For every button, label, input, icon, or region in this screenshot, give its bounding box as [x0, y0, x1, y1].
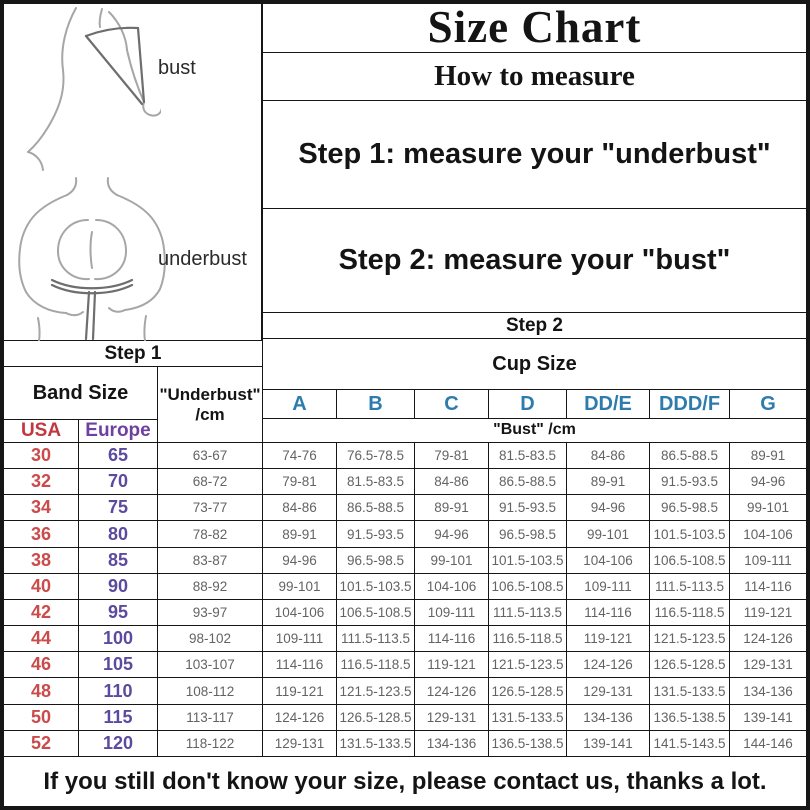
bust-range-cell: 86.5-88.5 — [337, 495, 415, 521]
bust-range-cell: 96.5-98.5 — [650, 495, 730, 521]
bust-measure-figure — [16, 6, 161, 173]
bust-range-cell: 79-81 — [415, 443, 489, 469]
cup-size-column-label: C — [415, 390, 489, 419]
bust-range-cell: 131.5-133.5 — [650, 678, 730, 704]
bust-range-cell: 129-131 — [567, 678, 650, 704]
usa-size-cell: 40 — [4, 574, 79, 600]
europe-size-cell: 115 — [79, 705, 158, 731]
bust-range-cell: 121.5-123.5 — [337, 678, 415, 704]
page-title: Size Chart — [263, 4, 806, 53]
underbust-unit-line2: /cm — [195, 404, 225, 424]
bust-range-cell: 96.5-98.5 — [489, 521, 567, 547]
bust-range-cell: 129-131 — [415, 705, 489, 731]
bust-range-cell: 109-111 — [415, 600, 489, 626]
measuring-tape-line — [86, 28, 144, 104]
europe-size-cell: 105 — [79, 652, 158, 678]
usa-size-cell: 34 — [4, 495, 79, 521]
bust-range-cell: 84-86 — [567, 443, 650, 469]
bust-range-cell: 119-121 — [730, 600, 806, 626]
bust-range-cell: 84-86 — [415, 469, 489, 495]
bust-range-cell: 109-111 — [730, 548, 806, 574]
bust-range-cell: 86.5-88.5 — [489, 469, 567, 495]
bust-range-cell: 96.5-98.5 — [337, 548, 415, 574]
step1-section-label: Step 1 — [4, 341, 263, 367]
band-size-label: Band Size — [4, 367, 158, 420]
bust-range-cell: 126.5-128.5 — [337, 705, 415, 731]
bust-range-cell: 126.5-128.5 — [650, 652, 730, 678]
cup-size-column-label: G — [730, 390, 806, 419]
bust-range-cell: 131.5-133.5 — [337, 731, 415, 757]
europe-size-cell: 75 — [79, 495, 158, 521]
cup-size-label: Cup Size — [263, 339, 806, 390]
underbust-range-cell: 83-87 — [158, 548, 263, 574]
bust-range-cell: 94-96 — [567, 495, 650, 521]
bust-range-cell: 111.5-113.5 — [489, 600, 567, 626]
bust-range-cell: 121.5-123.5 — [650, 626, 730, 652]
bust-range-cell: 84-86 — [263, 495, 337, 521]
bust-range-cell: 124-126 — [567, 652, 650, 678]
europe-column-header: Europe — [79, 420, 158, 443]
bust-range-cell: 124-126 — [415, 678, 489, 704]
bust-range-cell: 91.5-93.5 — [337, 521, 415, 547]
bust-range-cell: 81.5-83.5 — [489, 443, 567, 469]
usa-size-cell: 44 — [4, 626, 79, 652]
bust-range-cell: 91.5-93.5 — [650, 469, 730, 495]
bust-range-cell: 99-101 — [415, 548, 489, 574]
underbust-range-cell: 93-97 — [158, 600, 263, 626]
bust-range-cell: 111.5-113.5 — [650, 574, 730, 600]
usa-size-cell: 46 — [4, 652, 79, 678]
bust-range-cell: 141.5-143.5 — [650, 731, 730, 757]
measurement-figures-panel — [4, 4, 263, 341]
cup-size-column-label: B — [337, 390, 415, 419]
bust-range-cell: 144-146 — [730, 731, 806, 757]
bust-range-cell: 134-136 — [730, 678, 806, 704]
bust-range-cell: 119-121 — [263, 678, 337, 704]
underbust-range-cell: 73-77 — [158, 495, 263, 521]
europe-size-cell: 95 — [79, 600, 158, 626]
bust-range-cell: 114-116 — [263, 652, 337, 678]
europe-size-cell: 110 — [79, 678, 158, 704]
cup-size-column-label: D — [489, 390, 567, 419]
bust-range-cell: 99-101 — [730, 495, 806, 521]
bust-range-cell: 86.5-88.5 — [650, 443, 730, 469]
underbust-range-cell: 113-117 — [158, 705, 263, 731]
bust-range-cell: 101.5-103.5 — [650, 521, 730, 547]
bust-range-cell: 94-96 — [730, 469, 806, 495]
europe-size-cell: 120 — [79, 731, 158, 757]
bust-range-cell: 116.5-118.5 — [650, 600, 730, 626]
europe-size-cell: 65 — [79, 443, 158, 469]
bust-range-cell: 139-141 — [730, 705, 806, 731]
bust-figure-label: bust — [158, 57, 196, 79]
bust-range-cell: 106.5-108.5 — [337, 600, 415, 626]
measuring-tape-line — [52, 280, 132, 339]
bust-range-cell: 129-131 — [263, 731, 337, 757]
how-to-measure-heading: How to measure — [263, 53, 806, 101]
cup-size-header-row — [263, 390, 806, 419]
underbust-range-cell: 108-112 — [158, 678, 263, 704]
bust-range-cell: 109-111 — [263, 626, 337, 652]
usa-size-cell: 50 — [4, 705, 79, 731]
bust-range-cell: 89-91 — [730, 443, 806, 469]
usa-size-cell: 32 — [4, 469, 79, 495]
underbust-range-cell: 88-92 — [158, 574, 263, 600]
bust-range-cell: 106.5-108.5 — [489, 574, 567, 600]
bust-range-cell: 94-96 — [415, 521, 489, 547]
bust-range-cell: 136.5-138.5 — [650, 705, 730, 731]
bust-range-cell: 129-131 — [730, 652, 806, 678]
step1-instruction: Step 1: measure your "underbust" — [263, 101, 806, 209]
bust-range-cell: 89-91 — [567, 469, 650, 495]
bust-range-cell: 121.5-123.5 — [489, 652, 567, 678]
bust-range-cell: 136.5-138.5 — [489, 731, 567, 757]
underbust-measure-figure — [12, 176, 172, 341]
bust-range-cell: 91.5-93.5 — [489, 495, 567, 521]
bust-range-cell: 134-136 — [415, 731, 489, 757]
europe-size-cell: 90 — [79, 574, 158, 600]
bust-range-cell: 104-106 — [263, 600, 337, 626]
footer-note: If you still don't know your size, please contact us, thanks a lot. — [4, 757, 806, 806]
underbust-figure-label: underbust — [158, 248, 247, 270]
bust-range-cell: 89-91 — [415, 495, 489, 521]
underbust-range-cell: 68-72 — [158, 469, 263, 495]
underbust-unit-line1: "Underbust" — [159, 384, 261, 404]
usa-size-cell: 30 — [4, 443, 79, 469]
step2-instruction: Step 2: measure your "bust" — [263, 209, 806, 313]
bust-range-cell: 99-101 — [567, 521, 650, 547]
usa-size-cell: 52 — [4, 731, 79, 757]
bust-range-cell: 126.5-128.5 — [489, 678, 567, 704]
europe-size-cell: 85 — [79, 548, 158, 574]
bust-range-cell: 139-141 — [567, 731, 650, 757]
bust-range-cell: 101.5-103.5 — [337, 574, 415, 600]
bust-range-cell: 99-101 — [263, 574, 337, 600]
underbust-unit-header — [158, 367, 263, 443]
bust-range-cell: 119-121 — [567, 626, 650, 652]
bust-range-cell: 104-106 — [415, 574, 489, 600]
bust-range-cell: 111.5-113.5 — [337, 626, 415, 652]
bust-range-cell: 119-121 — [415, 652, 489, 678]
bust-range-cell: 89-91 — [263, 521, 337, 547]
bust-range-cell: 81.5-83.5 — [337, 469, 415, 495]
body-outline — [19, 178, 165, 341]
europe-size-cell: 70 — [79, 469, 158, 495]
bust-range-cell: 104-106 — [730, 521, 806, 547]
cup-size-column-label: A — [263, 390, 337, 419]
bust-range-cell: 114-116 — [415, 626, 489, 652]
underbust-range-cell: 118-122 — [158, 731, 263, 757]
bust-range-cell: 124-126 — [263, 705, 337, 731]
usa-size-cell: 42 — [4, 600, 79, 626]
bust-range-cell: 124-126 — [730, 626, 806, 652]
usa-size-cell: 36 — [4, 521, 79, 547]
cup-size-column-label: DD/E — [567, 390, 650, 419]
bust-range-cell: 101.5-103.5 — [489, 548, 567, 574]
bust-range-cell: 114-116 — [567, 600, 650, 626]
usa-column-header: USA — [4, 420, 79, 443]
bust-range-cell: 131.5-133.5 — [489, 705, 567, 731]
underbust-range-cell: 63-67 — [158, 443, 263, 469]
bust-range-cell: 74-76 — [263, 443, 337, 469]
usa-size-cell: 38 — [4, 548, 79, 574]
bust-range-cell: 109-111 — [567, 574, 650, 600]
underbust-range-cell: 78-82 — [158, 521, 263, 547]
bust-range-cell: 79-81 — [263, 469, 337, 495]
bust-range-cell: 116.5-118.5 — [489, 626, 567, 652]
step2-section-label: Step 2 — [263, 313, 806, 339]
bust-range-cell: 114-116 — [730, 574, 806, 600]
underbust-range-cell: 98-102 — [158, 626, 263, 652]
bust-range-cell: 106.5-108.5 — [650, 548, 730, 574]
bust-range-cell: 116.5-118.5 — [337, 652, 415, 678]
europe-size-cell: 100 — [79, 626, 158, 652]
size-table — [4, 443, 806, 757]
bust-range-cell: 94-96 — [263, 548, 337, 574]
bust-range-cell: 134-136 — [567, 705, 650, 731]
underbust-range-cell: 103-107 — [158, 652, 263, 678]
bust-unit-header: "Bust" /cm — [263, 419, 806, 443]
cup-size-column-label: DDD/F — [650, 390, 730, 419]
europe-size-cell: 80 — [79, 521, 158, 547]
usa-size-cell: 48 — [4, 678, 79, 704]
bust-range-cell: 104-106 — [567, 548, 650, 574]
bust-range-cell: 76.5-78.5 — [337, 443, 415, 469]
